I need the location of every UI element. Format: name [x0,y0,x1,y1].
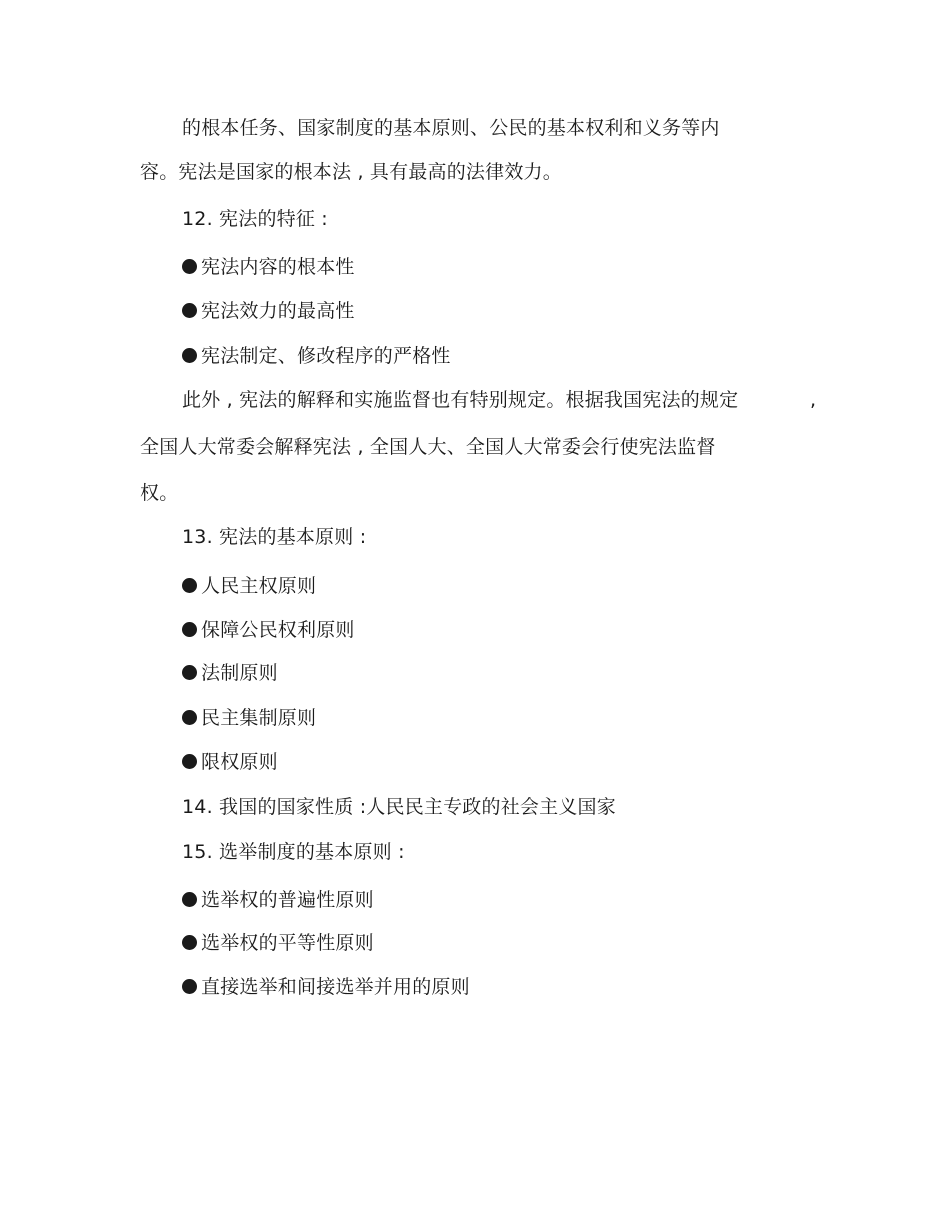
list-item [182,706,316,730]
list-item [182,344,451,368]
list-item [182,618,355,642]
list-item [182,255,355,279]
list-item [182,574,316,598]
bullet-icon [182,754,197,769]
bullet-icon [182,665,197,680]
intro-line-2: 容。宪法是国家的根本法 , 具有最高的法律效力。 [140,161,562,183]
section-12-heading: 12. 宪法的特征 : [182,208,328,230]
bullet-icon [182,259,197,274]
list-item-label: 宪法内容的根本性 [201,256,355,278]
paragraph-line-2: 全国人大常委会解释宪法 , 全国人大、全国人大常委会行使宪法监督 [140,436,716,458]
list-item [182,750,278,774]
bullet-icon [182,935,197,950]
paragraph-line-3: 权。 [140,482,179,504]
list-item-label: 选举权的平等性原则 [201,932,374,954]
list-item [182,661,278,685]
list-item-label: 选举权的普遍性原则 [201,889,374,911]
list-item [182,931,374,955]
list-item [182,888,374,912]
section-15-heading: 15. 选举制度的基本原则 : [182,841,405,863]
paragraph-line-1: 此外 , 宪法的解释和实施监督也有特别规定。根据我国宪法的规定 [182,389,739,411]
list-item-label: 宪法效力的最高性 [201,300,355,322]
list-item [182,975,470,999]
list-item-label: 人民主权原则 [201,575,317,597]
paragraph-line-1-end: , [810,389,817,411]
list-item-label: 法制原则 [201,662,278,684]
bullet-icon [182,348,197,363]
list-item-label: 保障公民权利原则 [201,619,355,641]
list-item-label: 限权原则 [201,751,278,773]
section-14-heading: 14. 我国的国家性质 :人民民主专政的社会主义国家 [182,796,616,818]
list-item-label: 直接选举和间接选举并用的原则 [201,976,470,998]
bullet-icon [182,578,197,593]
bullet-icon [182,979,197,994]
bullet-icon [182,303,197,318]
bullet-icon [182,622,197,637]
bullet-icon [182,710,197,725]
list-item-label: 宪法制定、修改程序的严格性 [201,345,451,367]
list-item-label: 民主集制原则 [201,707,317,729]
intro-line-1: 的根本任务、国家制度的基本原则、公民的基本权利和义务等内 [182,117,720,139]
section-13-heading: 13. 宪法的基本原则 : [182,526,367,548]
list-item [182,299,355,323]
bullet-icon [182,892,197,907]
